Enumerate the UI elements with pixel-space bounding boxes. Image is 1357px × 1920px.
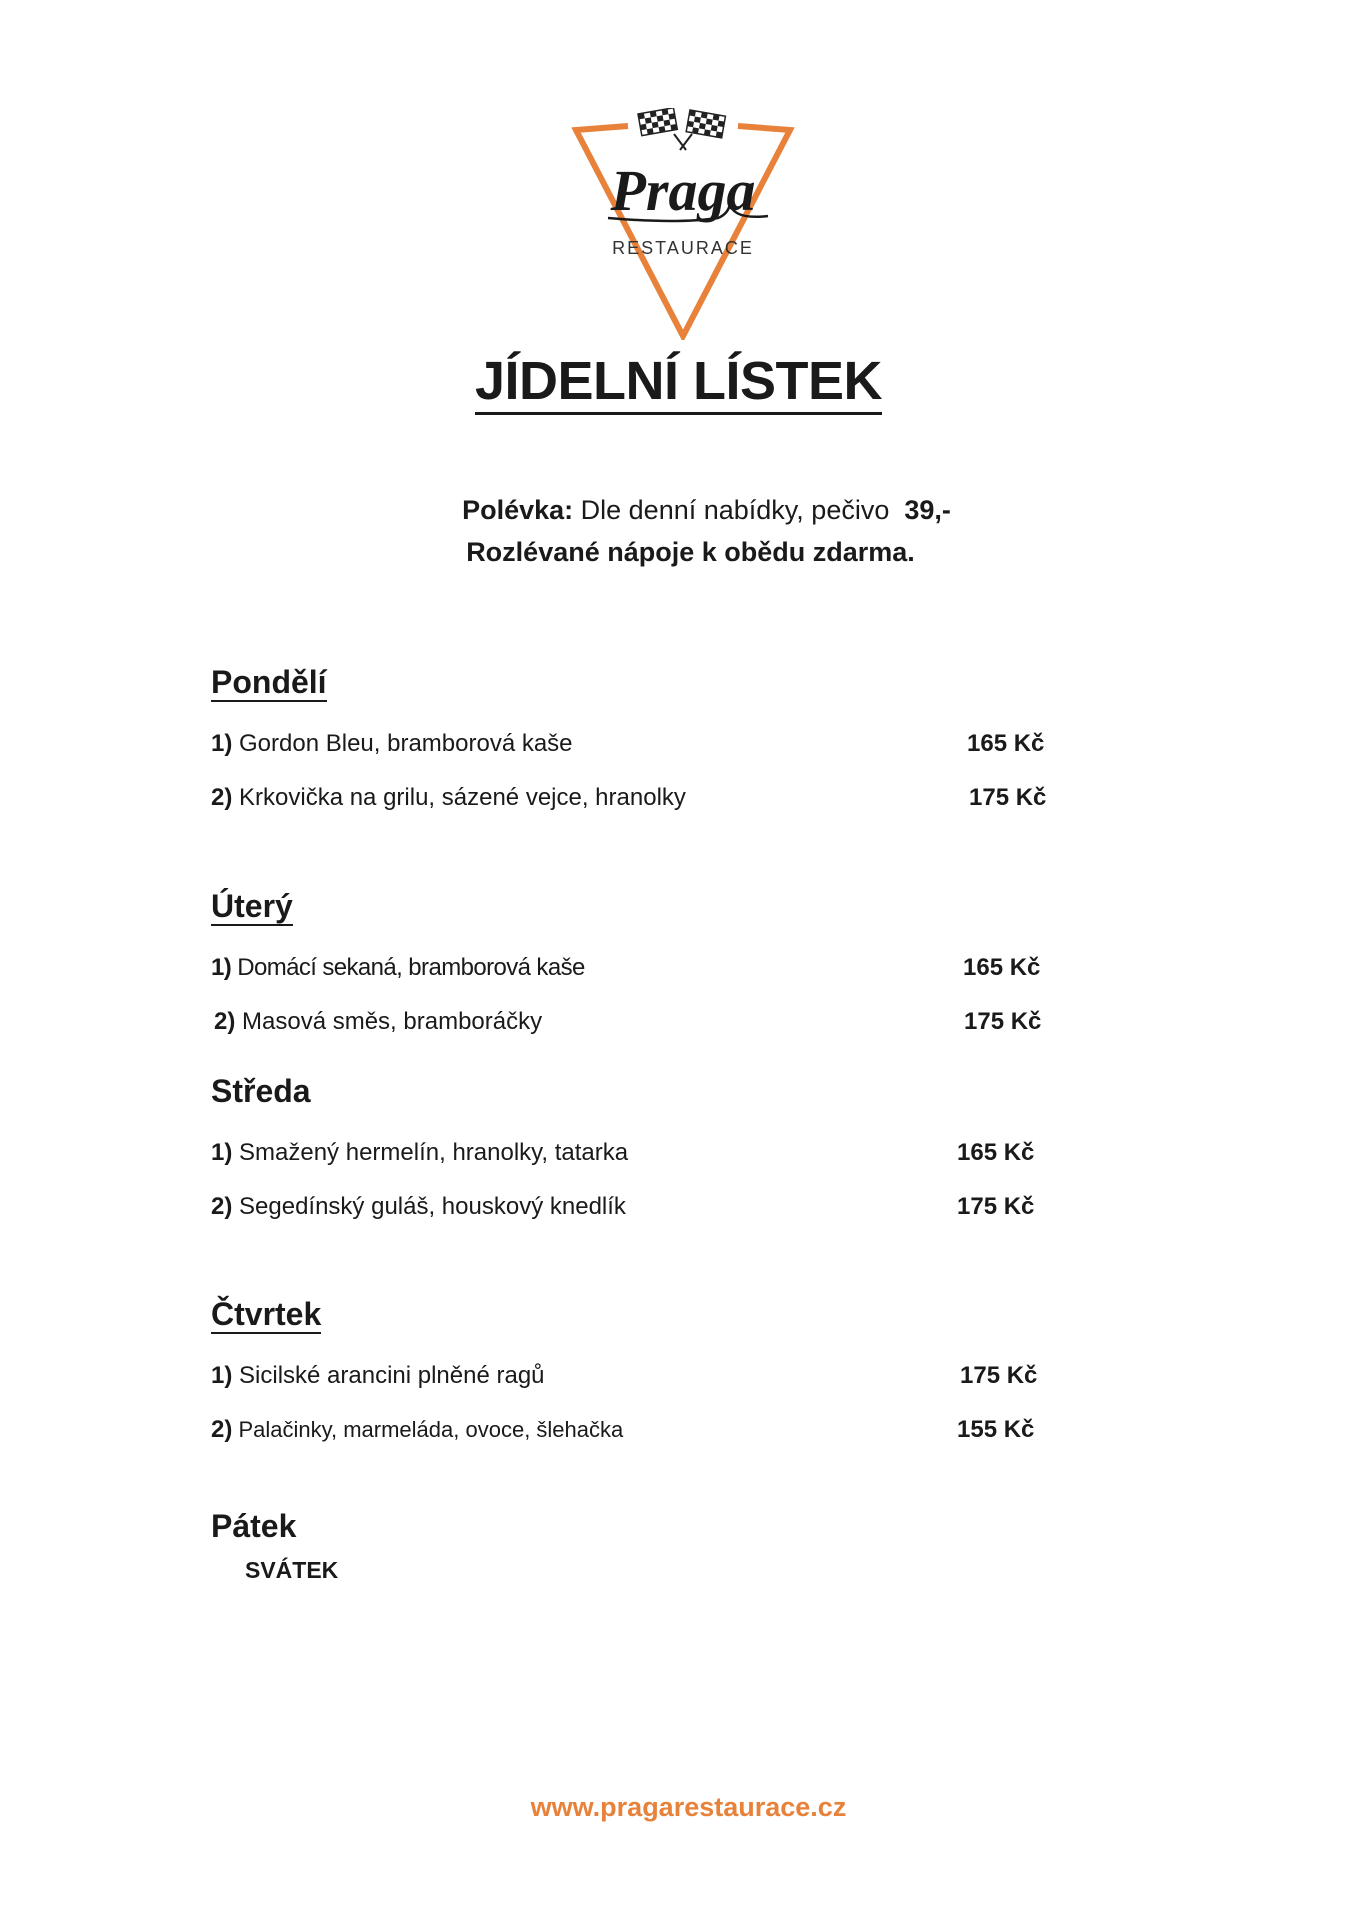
- menu-item-price: 155 Kč: [957, 1416, 1035, 1443]
- menu-item: 1) Smažený hermelín, hranolky, tatarka: [211, 1139, 629, 1166]
- holiday-note: SVÁTEK: [245, 1557, 339, 1583]
- menu-item: 1) Sicilské arancini plněné ragů: [211, 1362, 545, 1389]
- menu-item-price: 175 Kč: [957, 1193, 1035, 1220]
- soup-line: [28, 495, 1357, 526]
- menu-item-price: 175 Kč: [969, 784, 1047, 811]
- day-heading-wednesday: Středa: [211, 1073, 311, 1109]
- drinks-note: Rozlévané nápoje k obědu zdarma.: [466, 537, 915, 567]
- website-link[interactable]: www.pragarestaurace.cz: [530, 1792, 847, 1822]
- page-title: JÍDELNÍ LÍSTEK: [0, 350, 1357, 412]
- menu-item-price: 165 Kč: [967, 730, 1045, 757]
- praga-logo: [568, 108, 798, 340]
- menu-item: 2) Palačinky, marmeláda, ovoce, šlehačka: [211, 1416, 624, 1443]
- day-heading-tuesday: Úterý: [211, 888, 293, 924]
- menu-item-price: 165 Kč: [957, 1139, 1035, 1166]
- menu-item-price: 175 Kč: [964, 1008, 1042, 1035]
- menu-item: 2) Segedínský guláš, houskový knedlík: [211, 1193, 626, 1220]
- menu-item-price: 165 Kč: [963, 954, 1041, 981]
- menu-item: 1) Domácí sekaná, bramborová kaše: [211, 954, 585, 981]
- menu-item: 2) Masová směs, bramboráčky: [214, 1008, 543, 1035]
- menu-item-price: 175 Kč: [960, 1362, 1038, 1389]
- logo-script-name: Praga: [610, 158, 756, 223]
- soup-label: Polévka:: [462, 495, 574, 525]
- soup-text: Dle denní nabídky, pečivo: [580, 495, 890, 525]
- soup-price: 39,-: [904, 495, 951, 525]
- checkered-flags-icon: [638, 108, 725, 150]
- menu-item: 2) Krkovička na grilu, sázené vejce, hranolky: [211, 784, 686, 811]
- day-heading-friday: Pátek: [211, 1508, 297, 1544]
- day-heading-monday: Pondělí: [211, 664, 327, 700]
- menu-item: 1) Gordon Bleu, bramborová kaše: [211, 730, 573, 757]
- logo-subtitle: RESTAURACE: [612, 238, 754, 258]
- day-heading-thursday: Čtvrtek: [211, 1296, 322, 1332]
